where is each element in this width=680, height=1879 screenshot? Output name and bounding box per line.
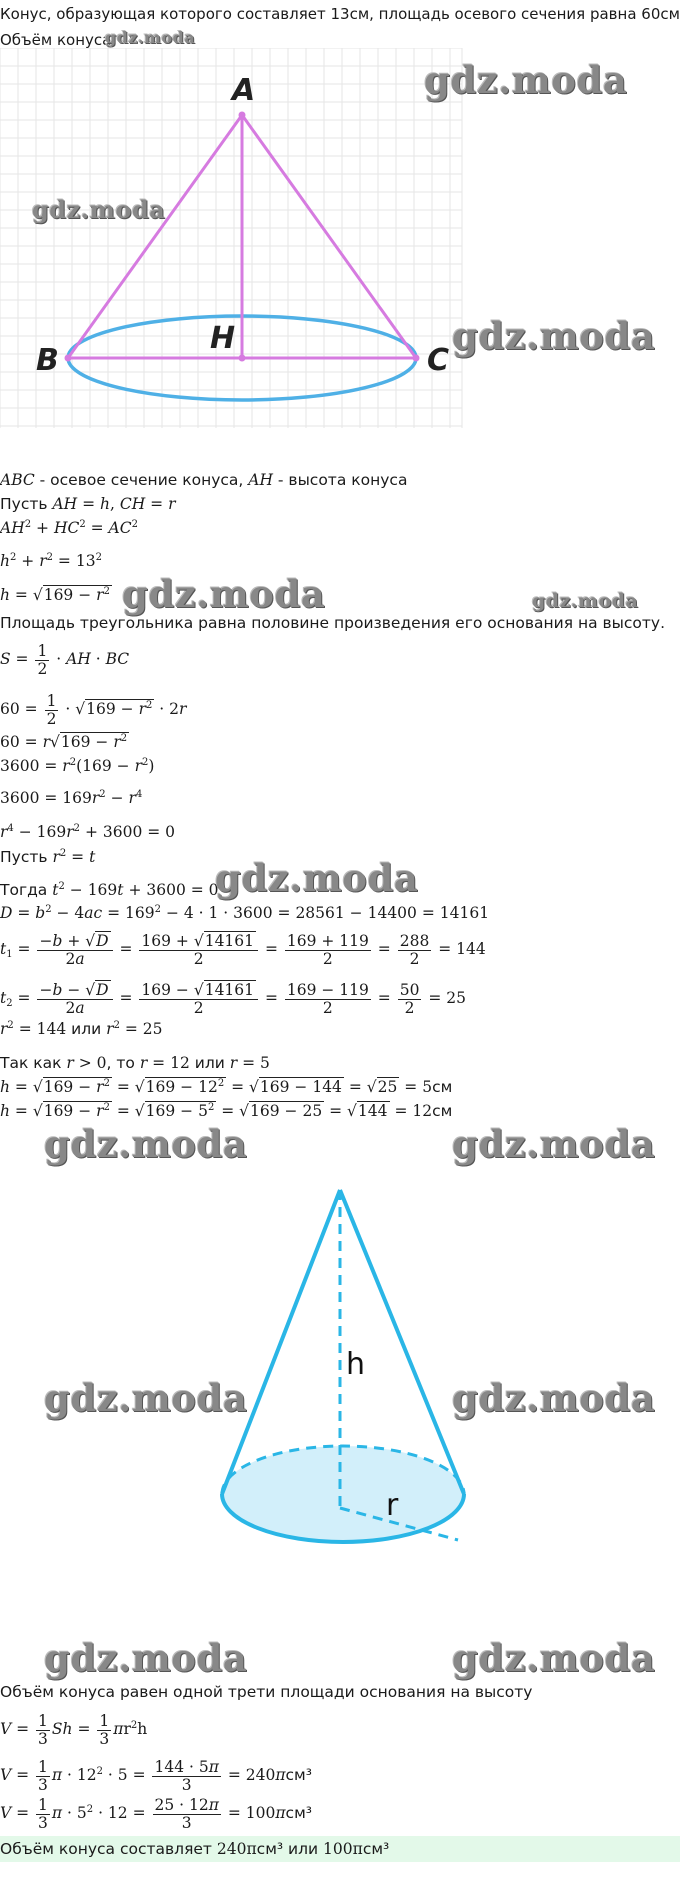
equation-quartic: $r^4 - 169r^2 + 3600 = 0$ [0,823,176,841]
watermark: gdz.moda [452,1122,656,1166]
volume-statement: Объём конуса равен одной трети площади основания на высоту [0,1683,533,1701]
volume-formula: V = $\frac{1}{3}$ Sh = $\frac{1}{3}$ $\pi r^2h$ [0,1711,148,1748]
quadratic: Тогда $t^2 - 169t + 3600 = 0$ [0,881,219,899]
problem-line-1: Конус, образующая которого составляет 13см, площадь осевого сечения равна 60см [0,5,680,23]
equation-h-expr: $h = √169 - r^2$ [0,586,110,604]
label-B: B [36,343,59,378]
equation-pythagoras: $AH^2 + HC^2 = AC^2$ [0,519,138,537]
root-t2: $t_2$ = $\frac{-b - √D}{2a}$ = $\frac{169 - √14161}{2}$ = $\frac{169 - 119}{2}$ = $\frac{50}{2}$ = 25 [0,980,467,1017]
height-case-2: $h = √169 - r^2 = √169 - 5^2 = √169 - 25 = √144 = 12см$ [0,1102,453,1120]
watermark: gdz.moda [532,590,639,612]
axial-section-figure [0,48,470,428]
equation-h-r: $h^2 + r^2 = 13^2$ [0,552,102,570]
watermark: gdz.moda [215,856,419,900]
discriminant: $D = b^2 - 4ac = 169^2 - 4 \cdot 1 \cdot 3600 = 28561 - 14400 = 14161$ [0,904,490,922]
label-H: H [210,321,236,356]
watermark: gdz.moda [452,1376,656,1420]
solution-line-1: ABC - осевое сечение конуса, AH - высота конуса [0,471,408,489]
watermark: gdz.moda [44,1122,248,1166]
height-case-1: $h = √169 - r^2 = √169 - 12^2 = √169 - 144 = √25 = 5см$ [0,1078,453,1096]
final-answer: Объём конуса составляет 240πсм³ или 100πсм³ [0,1840,390,1858]
solution-line-2: Пусть AH = h, CH = r [0,495,176,513]
watermark: gdz.moda [452,314,656,358]
area-statement: Площадь треугольника равна половине произведения его основания на высоту. [0,614,666,632]
watermark: gdz.moda [44,1636,248,1680]
watermark: gdz.moda [452,1636,656,1680]
equation-3600-b: $3600 = 169r^2 - r^4$ [0,789,143,807]
equation-area: S = $\frac{1}{2}$ · AH · BC [0,641,130,678]
label-C: C [427,343,450,378]
volume-case-1: V = $\frac{1}{3}$ $\pi \cdot 12^2 \cdot 5$ = $\frac{144 \cdot 5\pi}{3}$ = 240πсм³ [0,1757,312,1794]
grid-background [0,48,462,428]
substitution: Пусть $r^2 = t$ [0,848,96,866]
label-h: h [346,1347,366,1382]
label-A: A [232,73,256,108]
r-squared-values: $r^2 = 144$ или $r^2 = 25$ [0,1020,163,1038]
watermark: gdz.moda [105,28,196,47]
root-t1: $t_1$ = $\frac{-b + √D}{2a}$ = $\frac{169 + √14161}{2}$ = $\frac{169 + 119}{2}$ = $\frac{288}{2}$ = 144 [0,931,486,968]
volume-case-2: V = $\frac{1}{3}$ $\pi \cdot 5^2 \cdot 12$ = $\frac{25 \cdot 12\pi}{3}$ = 100πсм³ [0,1795,312,1832]
watermark: gdz.moda [32,195,166,224]
equation-60-b: $60 = r√169 - r^2$ [0,733,128,751]
cone-figure [200,1170,480,1580]
label-r: r [386,1488,399,1523]
watermark: gdz.moda [44,1376,248,1420]
watermark: gdz.moda [424,58,628,102]
problem-line-2: Объём конуса [0,31,112,49]
equation-3600-a: $3600 = r^2(169 - r^2)$ [0,757,155,775]
equation-60-a: 60 = $\frac{1}{2}$ · $√169 - r^2 \cdot 2r$ [0,691,187,728]
watermark: gdz.moda [122,572,326,616]
r-values: Так как r > 0, то r = 12 или r = 5 [0,1054,270,1072]
